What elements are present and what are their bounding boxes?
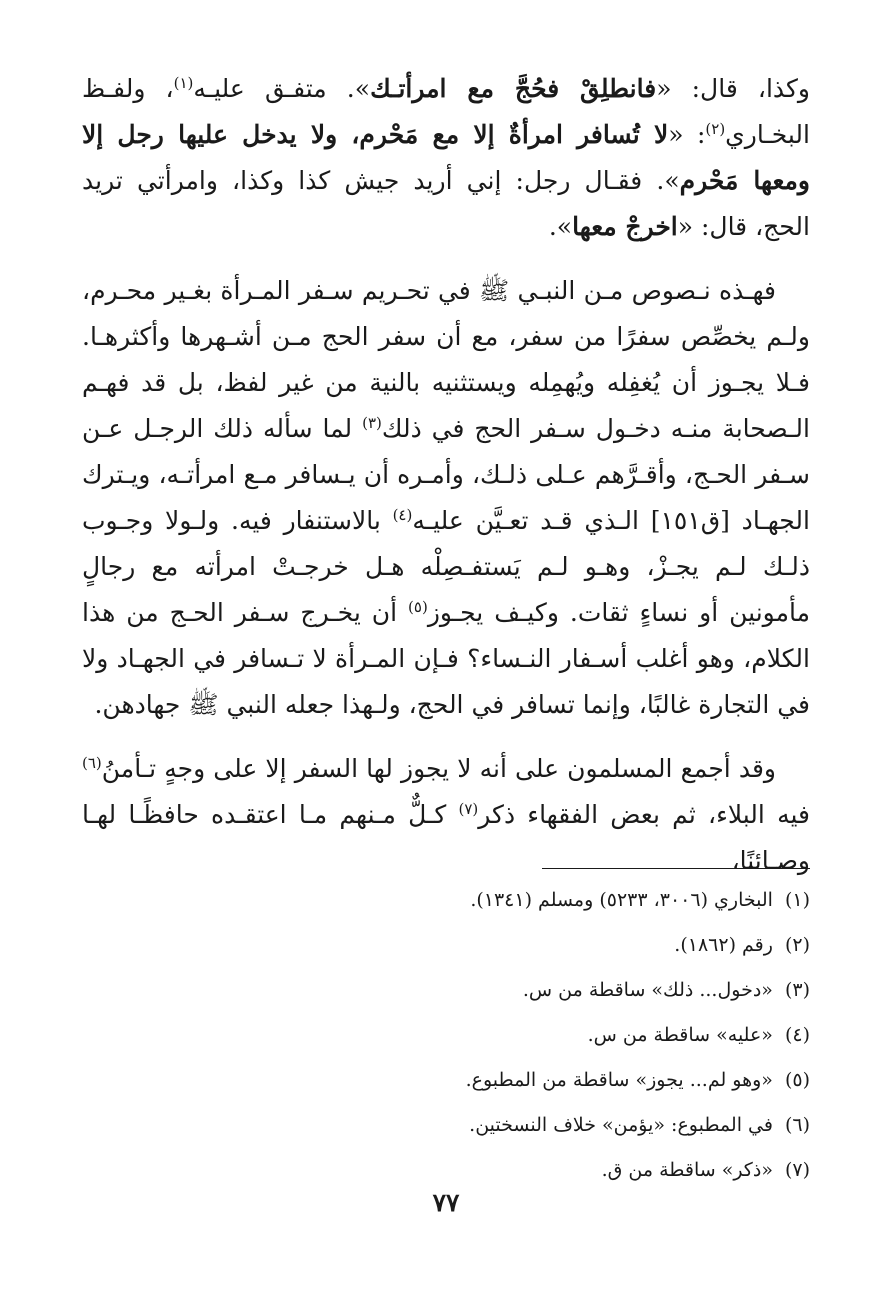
paragraph-3: [82, 746, 810, 884]
text-run: بالاستنفار فيه. ولـولا وجـوب ذلـك لـم يجـزْ، وهـو لـم يَستفـصِلْه هـل خرجـتْ امرأته مع رجالٍ مأمونين أو نساءٍ ثقات. وكيـف يجـوز: [82, 506, 810, 627]
footnote-item: [82, 1148, 810, 1193]
text-run: فهـذه نـصوص مـن النبـي ﷺ في تحـريم سـفر المـرأة بغـير محـرم، ولـم يخصِّص سفرًا من سفر، مع أن سفر الحج مـن أشـهرها وأكثرهـا. فـلا يجـوز أن يُغفِله ويُهمِله ويستثنيه بالنية من غير لفظ، بل قد فهـم الـصحابة منـه دخـول سـفر الحج في ذلك: [82, 276, 810, 443]
footnote-marker: (٤): [392, 506, 413, 524]
footnote-text: «ذكر» ساقطة من ق.: [601, 1159, 773, 1181]
footnote-item: [82, 878, 810, 923]
footnote-marker: (١): [173, 74, 194, 92]
text-run: : «: [668, 120, 706, 149]
text-run: ». متفـق عليـه: [193, 74, 371, 103]
text-run: وكذا، قال: «: [656, 74, 810, 103]
text-run: كـلٌّ مـنهم مـا اعتقـده حافظًـا لهـا وصـائنًا،: [82, 800, 810, 875]
footnote-text: «عليه» ساقطة من س.: [587, 1024, 773, 1046]
footnote-marker: (٣): [362, 414, 382, 432]
footnote-number: (٢): [784, 934, 810, 956]
footnote-marker: (٦): [82, 754, 102, 772]
text-run: ، ولفـظ البخـاري: [82, 74, 810, 149]
text-run: لما سأله ذلك الرجـل عـن سـفر الحـج، وأقـرَّهم عـلى ذلـك، وأمـره أن يـسافر مـع امرأتـه، ويـترك الجهـاد [ق١٥١] الـذي قـد تعـيَّن عليـه: [82, 414, 810, 535]
text-run: ». فقـال رجل: إني أريد جيش كذا وكذا، وامرأتي تريد الحج، قال: «: [82, 166, 810, 241]
footnote-number: (٧): [784, 1159, 810, 1181]
footnote-text: البخاري (٣٠٠٦، ٥٢٣٣) ومسلم (١٣٤١).: [470, 889, 773, 911]
hadith-quote: لا تُسافر امرأةٌ إلا مع مَحْرم، ولا يدخل عليها رجل إلا ومعها مَحْرم: [82, 120, 811, 195]
footnote-item: [82, 1058, 810, 1103]
footnote-item: [82, 1013, 810, 1058]
paragraph-2: [82, 268, 810, 728]
footnote-text: في المطبوع: «يؤمن» خلاف النسختين.: [469, 1114, 773, 1136]
footnote-number: (١): [784, 889, 810, 911]
text-run: ».: [548, 212, 573, 241]
footnote-item: [82, 968, 810, 1013]
text-run: وقد أجمع المسلمون على أنه لا يجوز لها السفر إلا على وجهٍ تـأمنُ: [101, 754, 776, 783]
page-number: ٧٧: [432, 1188, 460, 1217]
footnote-marker: (٢): [705, 120, 726, 138]
footnote-marker: (٥): [408, 598, 428, 616]
footnote-number: (٤): [784, 1024, 810, 1046]
footnote-number: (٣): [784, 979, 810, 1001]
footnote-number: (٦): [784, 1114, 810, 1136]
footnotes-list: [82, 878, 810, 1193]
text-run: فيه البلاء، ثم بعض الفقهاء ذكر: [478, 800, 810, 829]
footnote-text: «وهو لم... يجوز» ساقطة من المطبوع.: [465, 1069, 773, 1091]
text-run: أن يخـرج سـفر الحـج من هذا الكلام، وهو أغلب أسـفار النـساء؟ فـإن المـرأة لا تـسافر في الجهـاد ولا في التجارة غالبًا، وإنما تسافر في الحج، ولـهذا جعله النبي ﷺ جهادهن.: [82, 598, 810, 719]
hadith-quote: فانطلِقْ فحُجَّ مع امرأتـك: [370, 74, 657, 103]
footnote-text: رقم (١٨٦٢).: [674, 934, 773, 956]
hadith-quote: اخرجْ معها: [572, 212, 678, 241]
footnote-marker: (٧): [458, 800, 479, 818]
main-text: [82, 66, 810, 884]
footnote-text: «دخول... ذلك» ساقطة من س.: [522, 979, 773, 1001]
footnote-item: [82, 1103, 810, 1148]
footnote-item: [82, 923, 810, 968]
footnote-number: (٥): [784, 1069, 810, 1091]
footnote-separator: [542, 868, 810, 869]
paragraph-1: [82, 66, 810, 250]
